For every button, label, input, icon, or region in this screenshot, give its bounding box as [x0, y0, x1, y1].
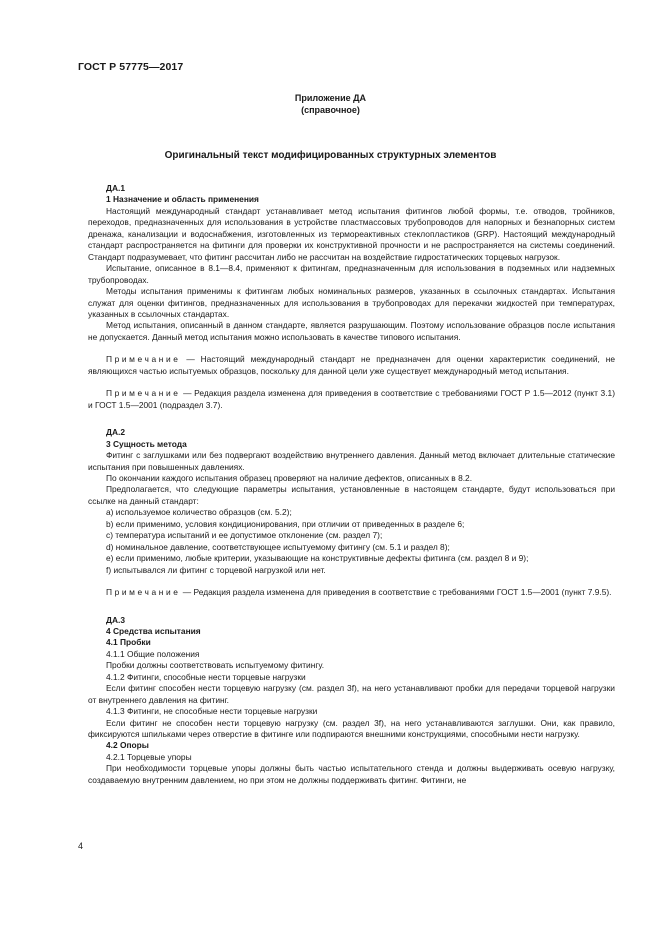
list-item: b) если применимо, условия кондиционирования, при отличии от приведенных в разделе 6; — [106, 518, 465, 529]
note-label: Примечание — [106, 388, 181, 399]
paragraph: При необходимости торцевые упоры должны быть частью испытательного стенда и должны выдерживать осевую нагрузку, создаваемую внутренним давлением, но при этом не должны поддерживать фитинг. Фитинги, не — [88, 763, 615, 785]
note — [88, 354, 615, 377]
page-number: 4 — [78, 841, 84, 851]
paragraph: Методы испытания применимы к фитингам любых номинальных размеров, указанных в ссылочных стандартах. Испытания служат для оценки фитингов, предназначенных для использования в трубопроводах для перекачки жидкостей при температурах, указанных в ссылочных стандартах. — [88, 286, 615, 319]
section-label-da1: ДА.1 — [106, 183, 125, 193]
document-header: ГОСТ Р 57775—2017 — [78, 61, 184, 73]
subsection-heading: 4.1.1 Общие положения — [106, 648, 200, 659]
paragraph: Настоящий международный стандарт устанавливает метод испытания фитингов любой формы, т.е. отводов, тройников, переходов, предназначенных для использования в устройстве пластмассовых трубопроводов для напорных и безнапорных систем дренажа, канализации и водоснабжения, изготовленных из термореактивных стеклопластиков (GRP). Настоящий международный стандарт распространяется на фитинги для проверки их конструктивной прочности и не распространяется на системы соединений. Стандарт подразумевает, что фитинг рассчитан либо не рассчитан на воздействие гидростатических торцевых нагрузок. — [88, 205, 615, 262]
document-body — [88, 183, 615, 786]
note-text: — Настоящий международный стандарт не предназначен для оценки характеристик соединений, не являющихся частью испытуемых образцов, поскольку для данной цели уже существует международный метод испытания. — [88, 354, 615, 376]
note — [88, 388, 615, 411]
subsection-heading: 4.2.1 Торцевые упоры — [106, 751, 192, 762]
note-label: Примечание — [106, 587, 181, 598]
subsection-heading: 4.2 Опоры — [106, 740, 149, 751]
section-heading-da1: 1 Назначение и область применения — [106, 194, 259, 205]
list-item: d) номинальное давление, соответствующее испытуемому фитингу (см. 5.1 и раздел 8); — [106, 541, 450, 552]
document-title: Оригинальный текст модифицированных структурных элементов — [164, 150, 497, 161]
note — [88, 587, 615, 598]
list-item: c) температура испытаний и ее допустимое отклонение (см. раздел 7); — [106, 530, 383, 541]
paragraph: Метод испытания, описанный в данном стандарте, является разрушающим. Поэтому использование образцов после испытания не допускается. Данный метод испытания можно использовать в качестве типового испытания. — [88, 320, 615, 342]
paragraph: Если фитинг способен нести торцевую нагрузку (см. раздел 3f), на него устанавливают пробки для передачи торцевой нагрузки от внутреннего давления на фитинг. — [88, 683, 615, 705]
paragraph: Если фитинг не способен нести торцевую нагрузку (см. раздел 3f), на него устанавливаются заглушки. Они, как правило, фиксируются шпильками через отверстие в фитинге или подпираются внешними конструкциями, способными нести нагрузку. — [88, 717, 615, 740]
note-label: Примечание — [106, 354, 181, 365]
paragraph: Пробки должны соответствовать испытуемому фитингу. — [106, 660, 325, 671]
appendix-subtitle: (справочное) — [301, 105, 360, 115]
paragraph: Фитинг с заглушками или без подвергают воздействию внутреннего давления. Данный метод включает длительные статические испытания при повышенных давлениях. — [88, 450, 615, 472]
list-item: a) используемое количество образцов (см. 5.2); — [106, 507, 292, 518]
subsection-heading: 4.1.2 Фитинги, способные нести торцевые нагрузки — [106, 671, 306, 682]
section-label-da3: ДА.3 — [106, 614, 125, 625]
section-heading-da2: 3 Сущность метода — [106, 438, 187, 449]
note-text: — Редакция раздела изменена для приведения в соответствие с требованиями ГОСТ Р 1.5—2012 (пункт 3.1) и ГОСТ 1.5—2001 (подраздел 3.7). — [88, 388, 615, 410]
paragraph: Предполагается, что следующие параметры испытания, установленные в настоящем стандарте, будут использоваться при ссылке на данный стандарт: — [88, 484, 615, 506]
subsection-heading: 4.1 Пробки — [106, 637, 151, 648]
list-item: f) испытывался ли фитинг с торцевой нагрузкой или нет. — [106, 564, 326, 575]
note-text: — Редакция раздела изменена для приведения в соответствие с требованиями ГОСТ 1.5—2001 (пункт 7.9.5). — [180, 587, 612, 598]
section-label-da2: ДА.2 — [106, 427, 125, 438]
paragraph: Испытание, описанное в 8.1—8.4, применяют к фитингам, предназначенным для использования в подземных или надземных трубопроводах. — [88, 263, 615, 285]
list-item: e) если применимо, любые критерии, указывающие на конструктивные дефекты фитинга (см. раздел 8 и 9); — [106, 553, 529, 564]
appendix-title: Приложение ДА — [294, 93, 367, 103]
subsection-heading: 4.1.3 Фитинги, не способные нести торцевые нагрузки — [106, 706, 318, 717]
section-heading-da3: 4 Средства испытания — [106, 625, 201, 636]
paragraph: По окончании каждого испытания образец проверяют на наличие дефектов, описанных в 8.2. — [106, 472, 473, 483]
